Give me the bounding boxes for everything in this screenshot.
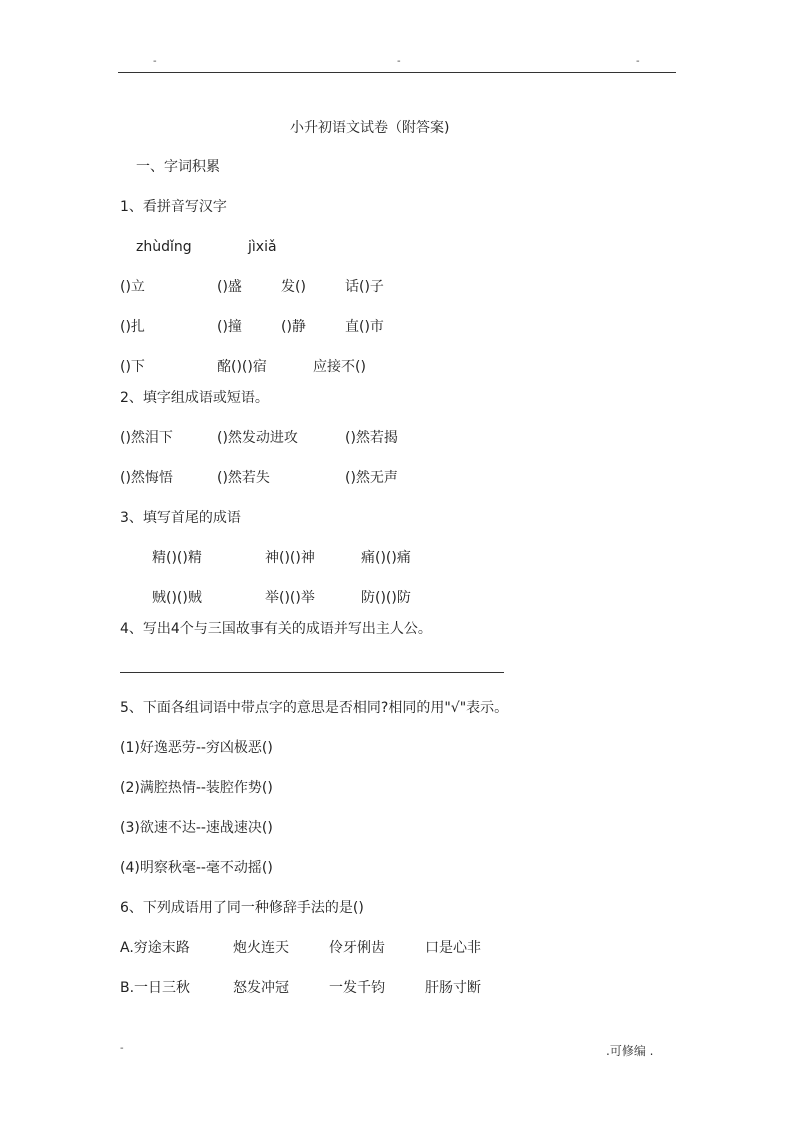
footer-dot: -	[120, 1043, 124, 1054]
q2-cell: ()然若揭	[345, 430, 398, 446]
q1-cell: ()立	[120, 279, 145, 295]
q3-cell: 痛()()痛	[361, 550, 411, 566]
q2-cell: ()然无声	[345, 470, 398, 486]
q5-item: (1)好逸恶劳--穷凶极恶()	[120, 740, 273, 756]
footer-note: .可修编 .	[606, 1044, 654, 1058]
q2-cell: ()然若失	[217, 470, 270, 486]
page-title: 小升初语文试卷（附答案)	[290, 120, 450, 136]
q3-cell: 神()()神	[265, 550, 315, 566]
q6-option: 炮火连天	[233, 940, 289, 956]
q5-item: (4)明察秋毫--毫不动摇()	[120, 860, 273, 876]
q1-cell: 应接不()	[313, 359, 366, 375]
answer-line	[120, 672, 504, 673]
question-6-heading: 6、下列成语用了同一种修辞手法的是()	[120, 900, 364, 916]
q2-cell: ()然悔悟	[120, 470, 173, 486]
question-2-heading: 2、填字组成语或短语。	[120, 390, 269, 406]
q6-option: 口是心非	[425, 940, 481, 956]
question-4-heading: 4、写出4个与三国故事有关的成语并写出主人公。	[120, 621, 432, 637]
q1-cell: ()盛	[217, 279, 242, 295]
question-3-heading: 3、填写首尾的成语	[120, 510, 241, 526]
q1-cell: ()扎	[120, 319, 145, 335]
q3-cell: 举()()举	[265, 590, 315, 606]
header-dot-right: -	[636, 56, 640, 67]
q3-cell: 精()()精	[152, 550, 202, 566]
q1-cell: 话()子	[345, 279, 384, 295]
q1-cell: 直()市	[345, 319, 384, 335]
q1-cell: ()静	[281, 319, 306, 335]
section-heading: 一、字词积累	[136, 159, 220, 175]
header-rule	[118, 72, 676, 73]
q5-item: (2)满腔热情--装腔作势()	[120, 780, 273, 796]
q5-item: (3)欲速不达--速战速决()	[120, 820, 273, 836]
q2-cell: ()然泪下	[120, 430, 173, 446]
question-5-heading: 5、下面各组词语中带点字的意思是否相同?相同的用"√"表示。	[120, 700, 509, 716]
pinyin-1: zhùdǐng	[136, 239, 192, 255]
q1-cell: 酩()()宿	[217, 359, 267, 375]
question-1-heading: 1、看拼音写汉字	[120, 199, 227, 215]
q6-option: 肝肠寸断	[425, 980, 481, 996]
q6-option: 一发千钧	[329, 980, 385, 996]
header-dot-middle: -	[397, 56, 401, 67]
pinyin-2: jìxiǎ	[248, 239, 277, 255]
q3-cell: 防()()防	[361, 590, 411, 606]
q1-cell: ()下	[120, 359, 145, 375]
q6-option: 怒发冲冠	[233, 980, 289, 996]
q6-option: 伶牙俐齿	[329, 940, 385, 956]
q6-option: B.一日三秋	[120, 980, 191, 996]
header-dot-left: -	[153, 56, 157, 67]
q1-cell: ()撞	[217, 319, 242, 335]
q3-cell: 贼()()贼	[152, 590, 202, 606]
q6-option: A.穷途末路	[120, 940, 190, 956]
q1-cell: 发()	[281, 279, 306, 295]
q2-cell: ()然发动进攻	[217, 430, 298, 446]
